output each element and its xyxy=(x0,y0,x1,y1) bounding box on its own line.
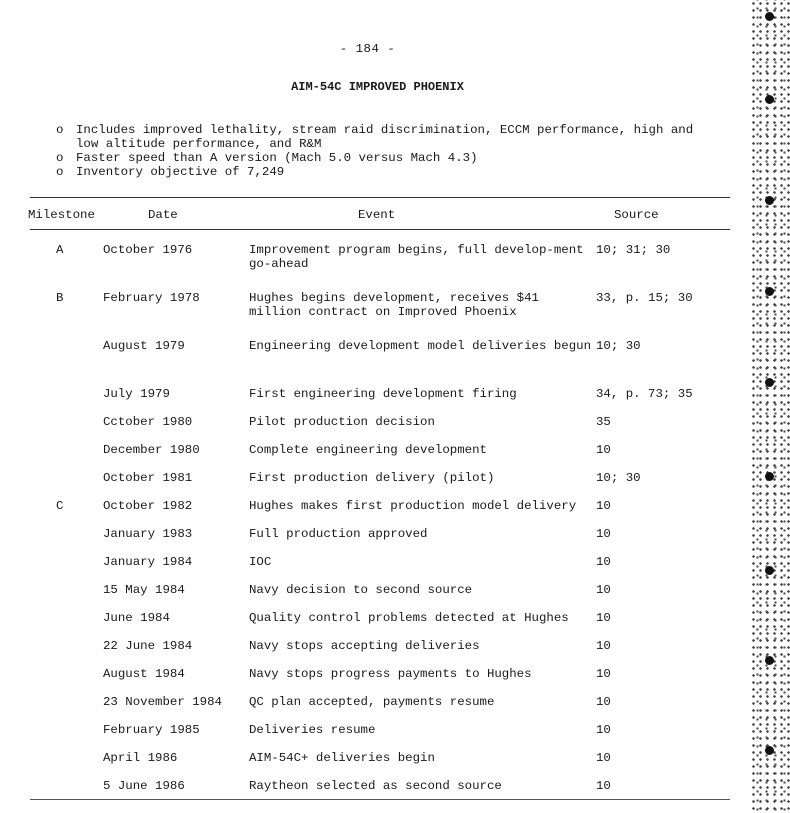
milestone-cell: C xyxy=(56,499,64,513)
table-row xyxy=(0,583,740,611)
bullet-mark: o xyxy=(56,165,64,179)
binding-hole-dot xyxy=(765,472,774,481)
page-title: AIM-54C IMPROVED PHOENIX xyxy=(291,80,464,94)
date-cell: October 1981 xyxy=(103,471,193,485)
table-row xyxy=(0,611,740,639)
table-row xyxy=(0,779,740,807)
date-cell: April 1986 xyxy=(103,751,178,765)
event-cell: Hughes begins development, receives $41 million contract on Improved Phoenix xyxy=(249,291,539,319)
source-cell: 34, p. 73; 35 xyxy=(596,387,693,401)
binding-hole-dot xyxy=(765,566,774,575)
binding-hole-dot xyxy=(765,196,774,205)
bullet-item xyxy=(56,123,696,151)
event-cell: QC plan accepted, payments resume xyxy=(249,695,495,709)
table-header-rule xyxy=(30,229,730,230)
event-cell: Raytheon selected as second source xyxy=(249,779,502,793)
event-cell: First engineering development firing xyxy=(249,387,517,401)
date-cell: July 1979 xyxy=(103,387,170,401)
source-cell: 10 xyxy=(596,499,611,513)
date-cell: January 1983 xyxy=(103,527,193,541)
source-cell: 33, p. 15; 30 xyxy=(596,291,693,305)
source-cell: 10; 30 xyxy=(596,471,641,485)
table-row xyxy=(0,695,740,723)
binding-hole-dot xyxy=(765,95,774,104)
event-cell: Navy stops progress payments to Hughes xyxy=(249,667,532,681)
table-row xyxy=(0,339,740,387)
event-cell: Navy decision to second source xyxy=(249,583,473,597)
table-bottom-rule xyxy=(30,799,730,800)
table-row xyxy=(0,291,740,339)
event-cell: Quality control problems detected at Hughes xyxy=(249,611,569,625)
date-cell: 23 November 1984 xyxy=(103,695,222,709)
table-row xyxy=(0,499,740,527)
date-cell: 22 June 1984 xyxy=(103,639,193,653)
source-cell: 10 xyxy=(596,667,611,681)
source-cell: 10 xyxy=(596,639,611,653)
date-cell: 15 May 1984 xyxy=(103,583,185,597)
source-cell: 10; 31; 30 xyxy=(596,243,671,257)
event-cell: Deliveries resume xyxy=(249,723,376,737)
source-cell: 10 xyxy=(596,443,611,457)
header-milestone: Milestone xyxy=(28,208,95,222)
bullet-mark: o xyxy=(56,123,64,137)
date-cell: October 1976 xyxy=(103,243,193,257)
header-source: Source xyxy=(614,208,659,222)
table-row xyxy=(0,443,740,471)
event-cell: Improvement program begins, full develop-ment go-ahead xyxy=(249,243,584,271)
scan-edge-stipple xyxy=(750,0,790,813)
table-row xyxy=(0,667,740,695)
event-cell: Complete engineering development xyxy=(249,443,487,457)
source-cell: 10 xyxy=(596,695,611,709)
date-cell: August 1979 xyxy=(103,339,185,353)
source-cell: 10 xyxy=(596,527,611,541)
date-cell: February 1978 xyxy=(103,291,200,305)
event-cell: First production delivery (pilot) xyxy=(249,471,495,485)
source-cell: 10 xyxy=(596,583,611,597)
milestone-cell: A xyxy=(56,243,64,257)
table-row xyxy=(0,415,740,443)
bullet-list xyxy=(56,123,696,179)
event-cell: AIM-54C+ deliveries begin xyxy=(249,751,435,765)
binding-hole-dot xyxy=(765,656,774,665)
binding-hole-dot xyxy=(765,12,774,21)
date-cell: August 1984 xyxy=(103,667,185,681)
date-cell: December 1980 xyxy=(103,443,200,457)
table-row xyxy=(0,387,740,415)
source-cell: 10; 30 xyxy=(596,339,641,353)
table-top-rule xyxy=(30,197,730,198)
binding-hole-dot xyxy=(765,378,774,387)
bullet-item xyxy=(56,151,696,165)
bullet-text: Inventory objective of 7,249 xyxy=(76,165,285,179)
event-cell: Navy stops accepting deliveries xyxy=(249,639,480,653)
milestone-table-body xyxy=(0,243,740,807)
source-cell: 35 xyxy=(596,415,611,429)
source-cell: 10 xyxy=(596,751,611,765)
source-cell: 10 xyxy=(596,723,611,737)
bullet-text: Includes improved lethality, stream raid discrimination, ECCM performance, high and low altitude performance, and R&M xyxy=(76,123,694,151)
binding-hole-dot xyxy=(765,746,774,755)
table-row xyxy=(0,243,740,291)
source-cell: 10 xyxy=(596,555,611,569)
header-date: Date xyxy=(148,208,178,222)
event-cell: Full production approved xyxy=(249,527,428,541)
source-cell: 10 xyxy=(596,779,611,793)
date-cell: 5 June 1986 xyxy=(103,779,185,793)
page-number: - 184 - xyxy=(339,42,396,56)
date-cell: Cctober 1980 xyxy=(103,415,193,429)
event-cell: Pilot production decision xyxy=(249,415,435,429)
table-row xyxy=(0,639,740,667)
date-cell: January 1984 xyxy=(103,555,193,569)
date-cell: June 1984 xyxy=(103,611,170,625)
event-cell: IOC xyxy=(249,555,272,569)
bullet-item xyxy=(56,165,696,179)
binding-hole-dot xyxy=(765,287,774,296)
table-row xyxy=(0,527,740,555)
bullet-mark: o xyxy=(56,151,64,165)
event-cell: Hughes makes first production model delivery xyxy=(249,499,577,513)
date-cell: February 1985 xyxy=(103,723,200,737)
source-cell: 10 xyxy=(596,611,611,625)
event-cell: Engineering development model deliveries begun xyxy=(249,339,592,353)
table-row xyxy=(0,723,740,751)
table-row xyxy=(0,471,740,499)
table-row xyxy=(0,751,740,779)
bullet-text: Faster speed than A version (Mach 5.0 versus Mach 4.3) xyxy=(76,151,478,165)
milestone-cell: B xyxy=(56,291,64,305)
date-cell: October 1982 xyxy=(103,499,193,513)
table-row xyxy=(0,555,740,583)
header-event: Event xyxy=(358,208,396,222)
